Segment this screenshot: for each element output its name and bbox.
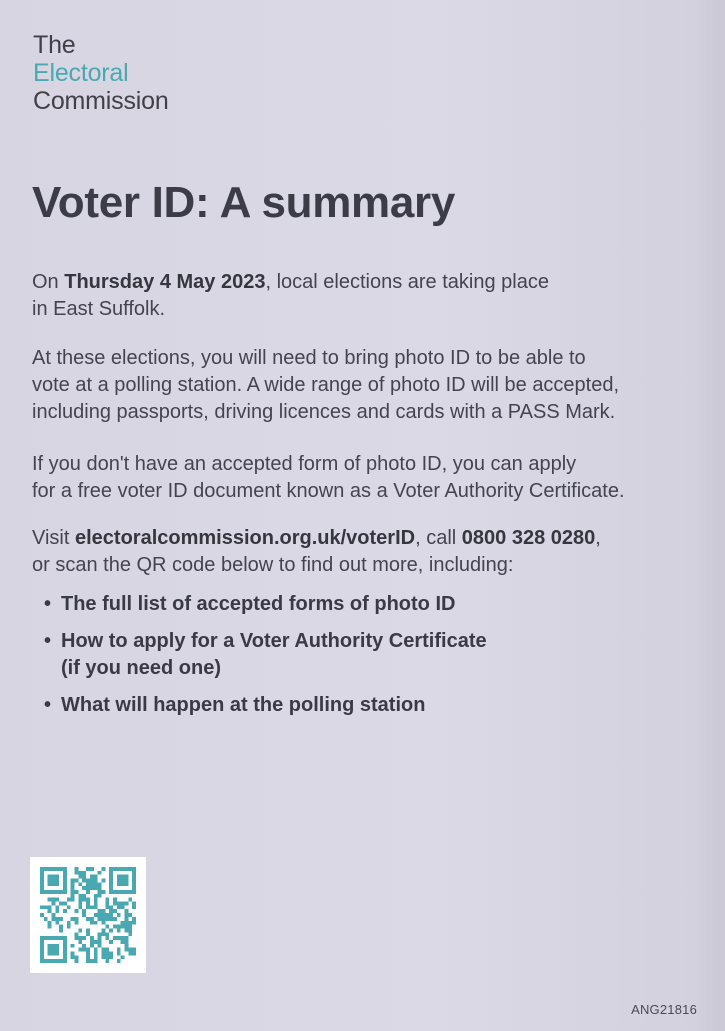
para1-line2: in East Suffolk. <box>32 298 166 320</box>
bullet-text: What will happen at the polling station <box>61 694 426 716</box>
electoral-commission-logo <box>33 31 169 115</box>
bullet-text: How to apply for a Voter Authority Certificate <box>61 630 487 652</box>
phone-number: 0800 328 0280 <box>461 527 596 549</box>
election-date: Thursday 4 May 2023 <box>64 271 266 293</box>
qr-code-icon <box>40 867 136 963</box>
photo-id-paragraph <box>32 345 672 426</box>
para3-line1: If you don't have an accepted form of photo ID, you can apply <box>32 453 577 475</box>
list-item <box>44 628 644 682</box>
logo-line-commission: Commission <box>33 87 169 115</box>
logo-line-electoral: Electoral <box>33 59 129 87</box>
website-url: electoralcommission.org.uk/voterID <box>74 527 416 549</box>
para4-line2: or scan the QR code below to find out more, including: <box>32 554 514 576</box>
para1-prefix: On <box>32 271 65 293</box>
list-item <box>44 692 644 719</box>
para2-line2: vote at a polling station. A wide range of photo ID will be accepted, <box>32 374 620 396</box>
para1-suffix: , local elections are taking place <box>265 271 549 293</box>
bullet-icon: • <box>44 593 52 615</box>
para3-line2: for a free voter ID document known as a Voter Authority Certificate. <box>32 480 625 502</box>
para4-call: , call <box>415 527 462 549</box>
qr-code[interactable] <box>30 857 146 973</box>
info-bullet-list <box>44 591 644 719</box>
para2-line3: including passports, driving licences and cards with a PASS Mark. <box>32 401 616 423</box>
logo-line-the: The <box>33 31 76 59</box>
bullet-text-line2: (if you need one) <box>61 657 221 679</box>
para4-visit: Visit <box>32 527 75 549</box>
voter-certificate-paragraph <box>32 451 672 505</box>
bullet-text: The full list of accepted forms of photo ID <box>61 593 456 615</box>
election-date-paragraph <box>32 269 672 323</box>
page-title: Voter ID: A summary <box>32 178 455 227</box>
contact-paragraph <box>32 525 672 579</box>
page-edge-shadow <box>697 0 725 1031</box>
list-item <box>44 591 644 618</box>
para2-line1: At these elections, you will need to bring photo ID to be able to <box>32 347 586 369</box>
para4-comma: , <box>595 527 601 549</box>
document-code: ANG21816 <box>631 1002 697 1017</box>
bullet-icon: • <box>44 630 52 652</box>
bullet-icon: • <box>44 694 52 716</box>
